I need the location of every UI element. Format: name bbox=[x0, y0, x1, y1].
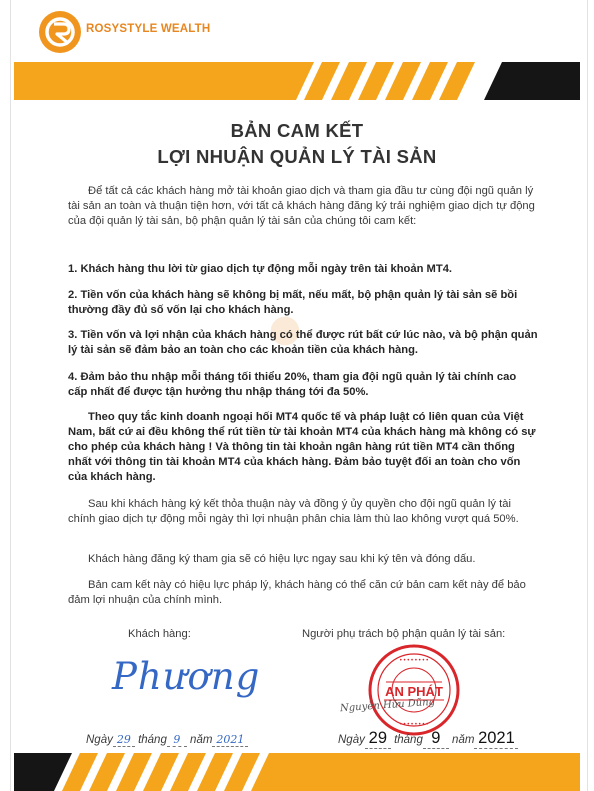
month-value: 9 bbox=[167, 733, 187, 747]
footer-stripe-banner bbox=[14, 753, 580, 791]
month-label: tháng bbox=[138, 734, 167, 746]
day-value: 29 bbox=[365, 729, 391, 749]
manager-label: Người phụ trách bộ phận quản lý tài sản: bbox=[302, 628, 506, 640]
customer-label: Khách hàng: bbox=[128, 628, 191, 640]
day-label: Ngày bbox=[338, 734, 365, 746]
effective-paragraph: Khách hàng đăng ký tham gia sẽ có hiệu lực ngay sau khi ký tên và đóng dấu. bbox=[88, 553, 476, 565]
commitment-item-3: 3. Tiền vốn và lợi nhận của khách hàng có thể được rút bất cứ lúc nào, và bộ phận quản lý tài sản sẽ đảm bảo an toàn cho các khoản tiền của khách hàng. bbox=[68, 329, 538, 356]
fee-paragraph: Sau khi khách hàng ký kết thỏa thuận này và đồng ý ủy quyền cho đội ngũ quản lý tài chính giao dịch tự động mỗi ngày thì lợi nhuận phân chia làm thù lao không vượt quá 50%. bbox=[68, 498, 519, 525]
month-value: 9 bbox=[423, 729, 449, 749]
day-label: Ngày bbox=[86, 734, 113, 746]
year-label: năm bbox=[190, 734, 213, 746]
stamp-text: AN PHÁT bbox=[385, 684, 443, 699]
commitment-item-1: 1. Khách hàng thu lời từ giao dịch tự động mỗi ngày trên tài khoản MT4. bbox=[68, 263, 453, 275]
commitment-item-2: 2. Tiền vốn của khách hàng sẽ không bị mất, nếu mất, bộ phận quản lý tài sản sẽ bồi thường đầy đủ số vốn lại cho khách hàng. bbox=[68, 289, 518, 316]
rules-paragraph: Theo quy tắc kinh doanh ngoại hối MT4 quốc tế và pháp luật có liên quan của Việt Nam, bất cứ ai đều không thể rút tiền từ tài khoản MT4 của khách hàng mà không có sự cho phép của khách hàng ! Và thông tin tài khoản ngân hàng rút tiền MT4 cần thống nhất với thông tin tài khoản MT4 của khách hàng. Đảm bảo tuyệt đối an toàn cho vốn của khách hàng. bbox=[68, 411, 536, 483]
customer-signature: Phương bbox=[112, 655, 261, 698]
svg-text:• • • • • • • •: • • • • • • • • bbox=[399, 722, 429, 728]
year-value: 2021 bbox=[474, 729, 518, 749]
month-label: tháng bbox=[394, 734, 423, 746]
document-title-line1: BẢN CAM KẾT bbox=[230, 120, 364, 141]
document-title-line2: LỢI NHUẬN QUẢN LÝ TÀI SẢN bbox=[157, 146, 437, 167]
rosystyle-logo-icon bbox=[38, 10, 82, 54]
commitment-item-4: 4. Đảm bảo thu nhập mỗi tháng tối thiểu 20%, tham gia đội ngũ quản lý tài chính cao cấp nhất để được tận hưởng thu nhập tháng tới đa 50%. bbox=[68, 371, 517, 398]
manager-signature: Nguyễn Hữu Dũng bbox=[339, 696, 436, 715]
header-stripe-banner bbox=[14, 62, 580, 100]
intro-paragraph: Để tất cả các khách hàng mở tài khoản giao dịch và tham gia đầu tư cùng đội ngũ quản lý tài sản an toàn và thuận tiện hơn, với tất cả khách hàng đăng ký trải nghiệm giao dịch tự động của đội quản lý tài sản, bộ phận quản lý tài sản của chúng tôi cam kết: bbox=[68, 185, 535, 227]
manager-date bbox=[338, 729, 518, 749]
svg-text:• • • • • • • •: • • • • • • • • bbox=[399, 658, 429, 664]
year-value: 2021 bbox=[212, 733, 248, 747]
day-value: 29 bbox=[113, 733, 135, 747]
company-stamp-icon bbox=[366, 642, 462, 738]
legal-paragraph: Bản cam kết này có hiệu lực pháp lý, khách hàng có thể căn cứ bản cam kết này để bảo đảm lợi nhuận của chính mình. bbox=[68, 579, 526, 606]
year-label: năm bbox=[452, 734, 475, 746]
brand-name: ROSYSTYLE WEALTH bbox=[86, 23, 211, 35]
customer-date bbox=[86, 733, 248, 747]
